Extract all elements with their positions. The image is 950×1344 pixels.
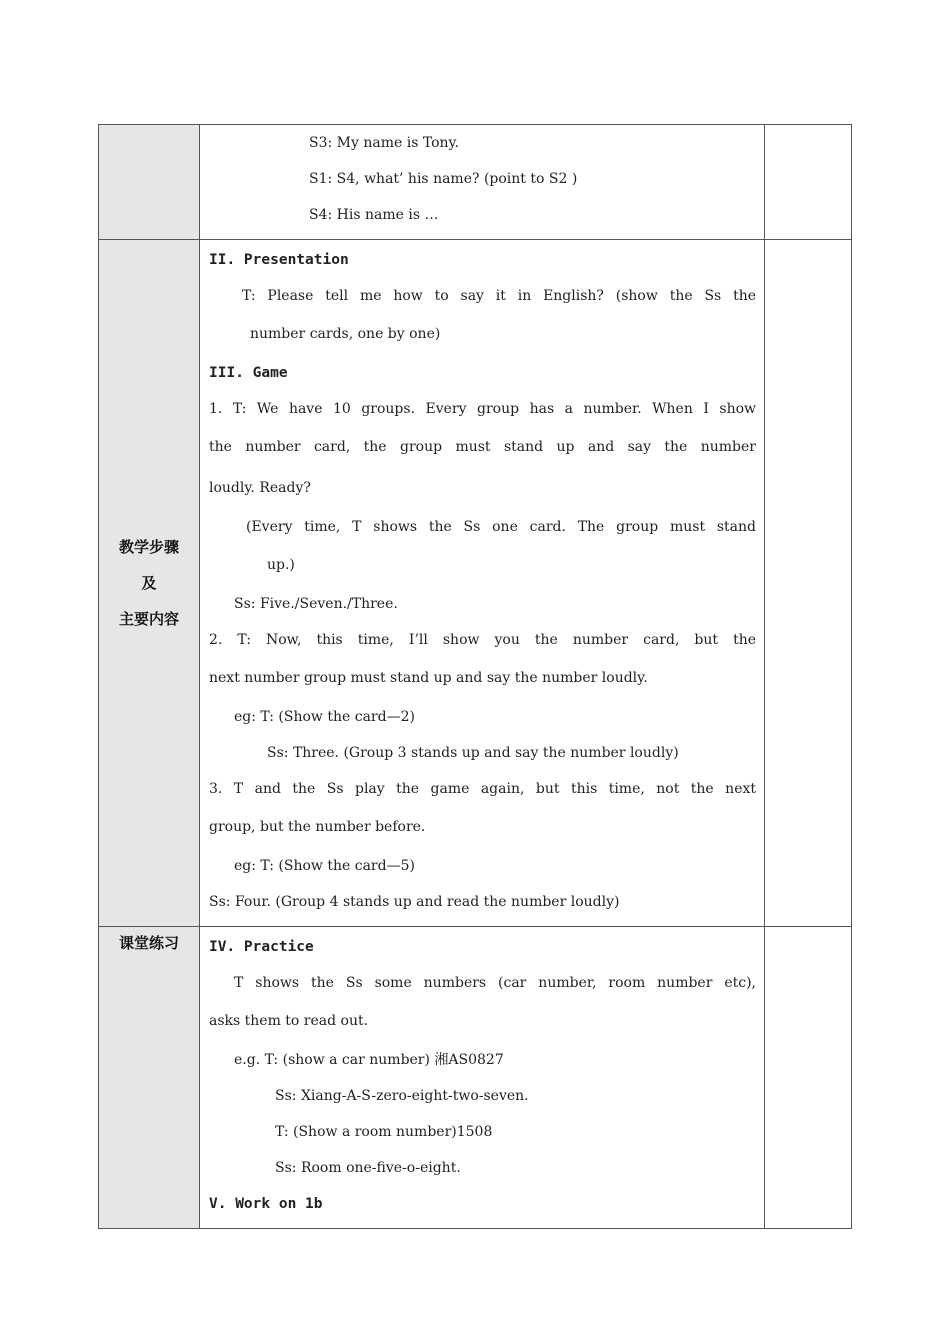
lesson-plan-table: [98, 124, 852, 1229]
text-line: Ss: Five./Seven./Three.: [234, 596, 398, 612]
text-line: (Every time, T shows the Ss one card. The group must stand: [246, 519, 756, 535]
text-line: Ss: Xiang-A-S-zero-eight-two-seven.: [275, 1088, 529, 1104]
text-line: Ss: Four. (Group 4 stands up and read the number loudly): [209, 894, 620, 910]
side-label-cell-practice: [99, 927, 200, 1229]
side-label-cell-steps: [99, 240, 200, 927]
text-line: T: (Show a room number)1508: [275, 1124, 493, 1140]
text-line: loudly. Ready?: [209, 480, 311, 496]
text-line: e.g. T: (show a car number) 湘AS0827: [234, 1052, 504, 1068]
text-line: eg: T: (Show the card—5): [234, 858, 415, 874]
dialogue-line: S3: My name is Tony.: [309, 135, 460, 151]
text-line: next number group must stand up and say the number loudly.: [209, 670, 648, 686]
text-line: the number card, the group must stand up and say the number: [209, 439, 756, 455]
label-line: 教学步骤: [118, 538, 179, 556]
section-heading: III. Game: [209, 365, 288, 381]
notes-cell: [765, 125, 852, 240]
dialogue-line: S4: His name is …: [309, 207, 439, 223]
content-cell-steps: [200, 240, 765, 927]
side-label-cell-empty: [99, 125, 200, 240]
text-line: 2. T: Now, this time, I’ll show you the number card, but the: [209, 632, 756, 648]
notes-cell: [765, 240, 852, 927]
label-line: 主要内容: [118, 610, 179, 628]
text-line: T: Please tell me how to say it in English? (show the Ss the: [242, 288, 756, 304]
text-line: up.): [267, 557, 295, 573]
content-cell-intro: [200, 125, 765, 240]
text-line: Ss: Three. (Group 3 stands up and say the number loudly): [267, 745, 679, 761]
table-row-intro: [99, 125, 852, 240]
text-line: eg: T: (Show the card—2): [234, 709, 415, 725]
text-line: asks them to read out.: [209, 1013, 369, 1029]
text-line: number cards, one by one): [250, 326, 441, 342]
text-line: Ss: Room one-five-o-eight.: [275, 1160, 461, 1176]
label-line: 及: [141, 574, 157, 592]
section-heading: II. Presentation: [209, 252, 349, 268]
table-row-practice: [99, 927, 852, 1229]
text-line: 1. T: We have 10 groups. Every group has a number. When I show: [209, 401, 756, 417]
section-heading: V. Work on 1b: [209, 1196, 323, 1212]
dialogue-line: S1: S4, what’ his name? (point to S2 ): [309, 171, 578, 187]
label-line: 课堂练习: [118, 934, 179, 952]
text-line: T shows the Ss some numbers (car number, room number etc),: [234, 975, 756, 991]
notes-cell: [765, 927, 852, 1229]
table-row-steps: [99, 240, 852, 927]
content-cell-practice: [200, 927, 765, 1229]
text-line: group, but the number before.: [209, 819, 426, 835]
section-heading: IV. Practice: [209, 939, 314, 955]
text-line: 3. T and the Ss play the game again, but this time, not the next: [209, 781, 756, 797]
